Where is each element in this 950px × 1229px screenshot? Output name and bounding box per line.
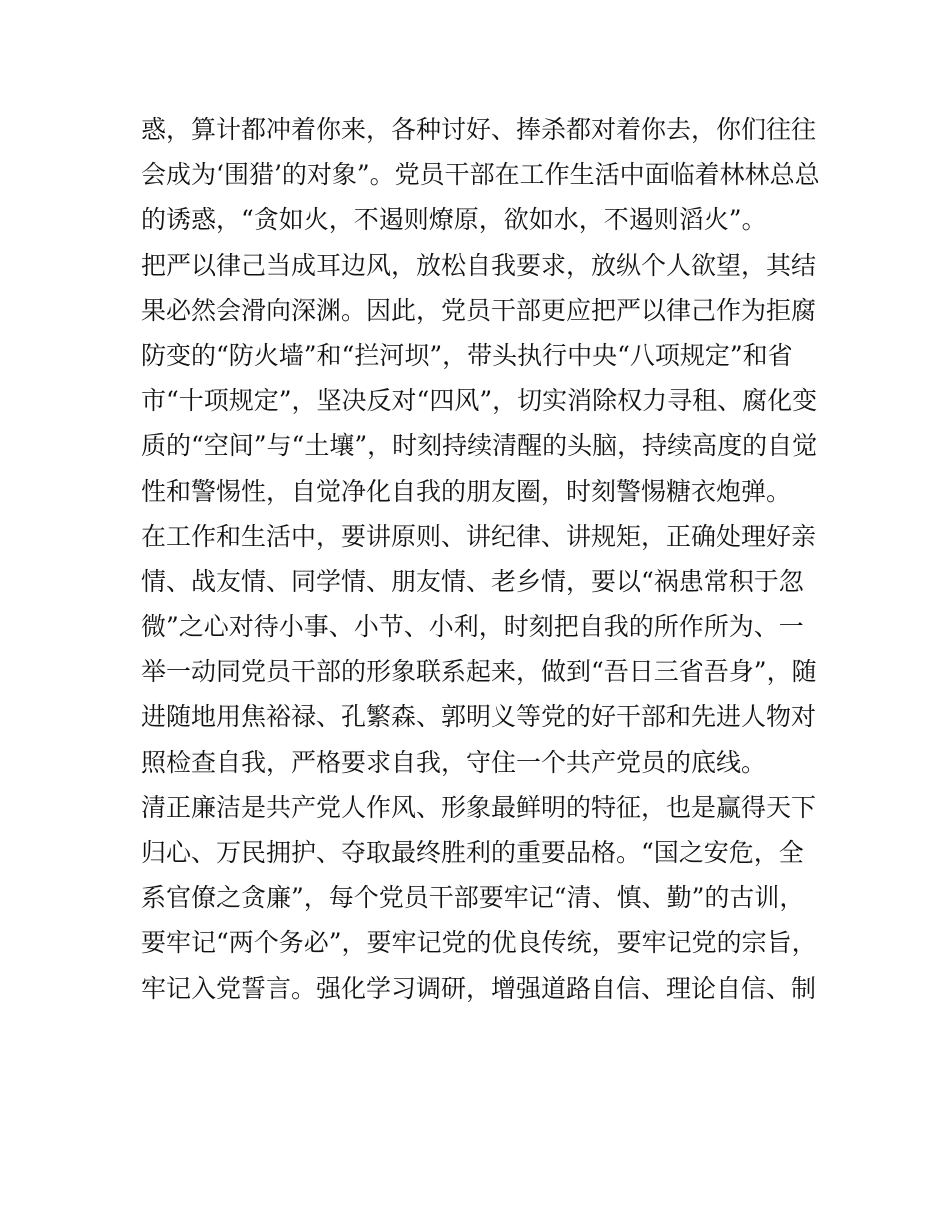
text-line: 微”之心对待小事、小节、小利，时刻把自我的所作所为、一 bbox=[141, 612, 804, 642]
text-line: 质的“空间”与“土壤”，时刻持续清醒的头脑，持续高度的自觉 bbox=[141, 431, 818, 461]
text-line: 在工作和生活中，要讲原则、讲纪律、讲规矩，正确处理好亲 bbox=[141, 521, 817, 551]
text-line: 惑，算计都冲着你来，各种讨好、捧杀都对着你去，你们往往 bbox=[141, 115, 817, 144]
text-line: 的诱惑，“贪如火，不遏则燎原，欲如水，不遏则滔火”。 bbox=[141, 205, 767, 235]
text-line: 牢记入党誓言。强化学习调研，增强道路自信、理论自信、制 bbox=[141, 973, 817, 1003]
body-text bbox=[141, 107, 821, 1011]
text-line: 市“十项规定”，坚决反对“四风”，切实消除权力寻租、腐化变 bbox=[141, 386, 818, 416]
text-line: 要牢记“两个务必”，要牢记党的优良传统，要牢记党的宗旨， bbox=[141, 928, 817, 958]
text-line: 果必然会滑向深渊。因此，党员干部更应把严以律己作为拒腐 bbox=[141, 295, 817, 325]
text-line: 系官僚之贪廉”，每个党员干部要牢记“清、慎、勤”的古训， bbox=[141, 883, 805, 913]
text-line: 情、战友情、同学情、朋友情、老乡情，要以“祸患常积于忽 bbox=[141, 566, 804, 596]
text-line: 会成为‘围猎’的对象”。党员干部在工作生活中面临着林林总总 bbox=[141, 160, 820, 190]
text-line: 防变的“防火墙”和“拦河坝”，带头执行中央“八项规定”和省 bbox=[141, 340, 793, 370]
text-line: 归心、万民拥护、夺取最终胜利的重要品格。“国之安危，全 bbox=[141, 838, 804, 867]
text-line: 进随地用焦裕禄、孔繁森、郭明义等党的好干部和先进人物对 bbox=[141, 702, 817, 732]
text-line: 把严以律己当成耳边风，放松自我要求，放纵个人欲望，其结 bbox=[141, 250, 817, 280]
text-line: 性和警惕性，自觉净化自我的朋友圈，时刻警惕糖衣炮弹。 bbox=[141, 476, 792, 506]
text-line: 举一动同党员干部的形象联系起来，做到“吾日三省吾身”，随 bbox=[141, 657, 817, 687]
text-line: 清正廉洁是共产党人作风、形象最鲜明的特征，也是赢得天下 bbox=[141, 792, 817, 822]
text-line: 照检查自我，严格要求自我，守住一个共产党员的底线。 bbox=[141, 747, 767, 777]
